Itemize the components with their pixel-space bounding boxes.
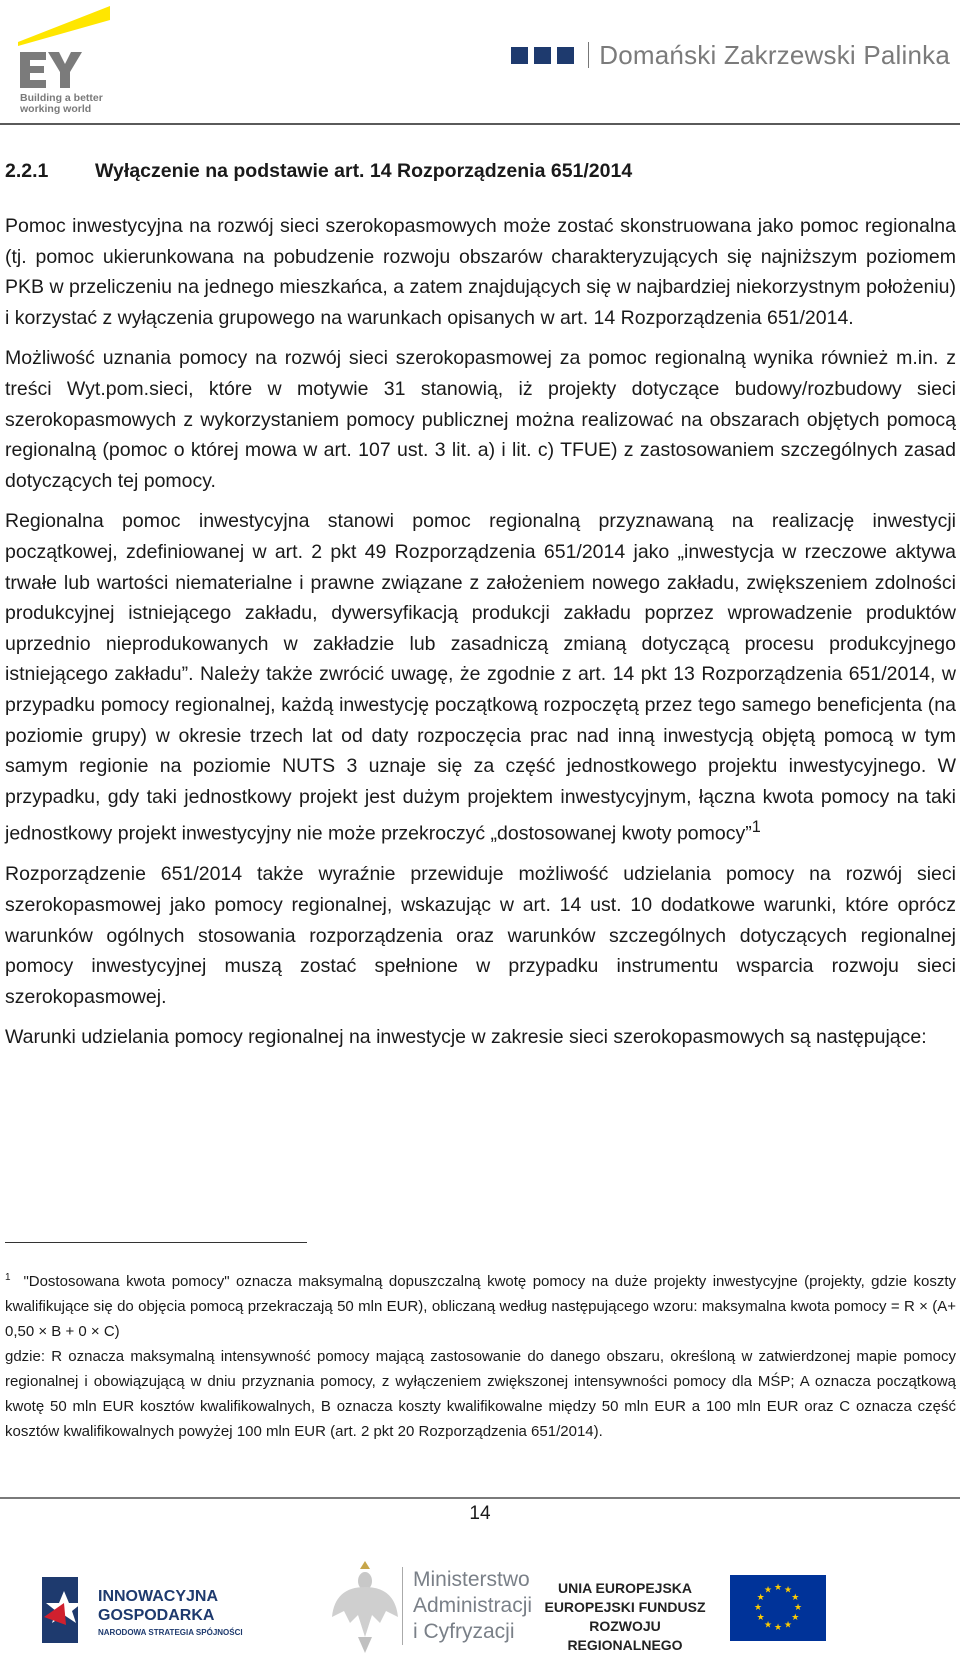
footnote-marker: 1 bbox=[5, 1272, 11, 1283]
page-number: 14 bbox=[469, 1503, 491, 1524]
firm-logo bbox=[511, 40, 950, 70]
svg-text:★: ★ bbox=[773, 1583, 783, 1593]
footnote: $^1$ "Dostosowana kwota pomocy" oznacza maksymalną dopuszczalną kwotę pomocy na duże projekty inwestycyjne (projekty, gdzie koszty kwalifikujące się do objęcia pomocą przekraczają 50 mln EUR), obliczaną według następującego wzoru: maksymalna kwota pomocy = R × (A+ 0,50 × B + 0 × C) gdzie: R oznacza maksymalną intensywność pomocy mającą zastosowanie do danego obszaru, określoną w zatwierdzonej mapie pomocy regionalnej i obowiązującą w dniu przyznania pomocy, z wyłączeniem zwiększonej intensywności pomocy dla MŚP; A oznacza początkową kwotę 50 mln EUR kosztów kwalifikowalnych, B oznacza koszty kwalifikowalne między 50 mln EUR a 100 mln EUR oraz C oznacza część kosztów kwalifikowalnych powyżej 100 mln EUR (art. 2 pkt 20 Rozporządzenia 651/2014). bbox=[5, 1272, 956, 1440]
document-body bbox=[5, 160, 956, 1063]
svg-text:★: ★ bbox=[773, 1623, 783, 1633]
eu-logo: UNIA EUROPEJSKA EUROPEJSKI FUNDUSZ ROZWOJU REGIONALNEGO ★ ★ ★ ★ ★ ★ ★ ★ ★ ★ ★ ★ bbox=[530, 1575, 830, 1645]
innowacyjna-gospodarka-logo: INNOWACYJNA GOSPODARKA NARODOWA STRATEGIA SPÓJNOŚCI bbox=[42, 1577, 262, 1647]
firm-name: Domański Zakrzewski Palinka bbox=[599, 39, 950, 70]
header-divider bbox=[0, 123, 960, 125]
svg-text:★: ★ bbox=[783, 1620, 793, 1631]
ig-star-icon bbox=[42, 1577, 90, 1643]
polish-eagle-icon bbox=[330, 1557, 400, 1657]
paragraph: Regionalna pomoc inwestycyjna stanowi pomoc regionalną przyznawaną na realizację inwestycji początkowej, zdefiniowanej w art. 2 pkt 49 Rozporządzenia 651/2014 jako „inwestycja w rzeczowe aktywa trwałe lub wartości niematerialne i prawne związane z założeniem nowego zakładu, zwiększeniem zdolności produkcyjnej istniejącego zakładu, dywersyfikacją produkcji zakładu poprzez wprowadzenie produktów uprzednio nieprodukowanych w zakładzie lub zasadniczą zmianą dotyczącą procesu produkcyjnego istniejącego zakładu”. Należy także zwrócić uwagę, że zgodnie z art. 14 pkt 13 Rozporządzenia 651/2014, w przypadku pomocy regionalnej, każdą inwestycję początkową rozpoczętą przez tego samego beneficjenta (na poziomie grupy) w okresie trzech lat od daty rozpoczęcia prac nad inną inwestycją objętą pomocą w tym samym regionie na poziomie NUTS 3 uznaje się za część jednostkowego projektu inwestycyjnego. W przypadku, gdy taki jednostkowy projekt jest dużym projektem inwestycyjnym, łączna kwota pomocy na taki jednostkowy projekt inwestycyjny nie może przekroczyć „dostosowanej kwoty pomocy”$^1$ bbox=[5, 510, 956, 845]
footnote-separator bbox=[5, 1242, 307, 1243]
eu-flag-icon bbox=[730, 1575, 826, 1641]
paragraph: Warunki udzielania pomocy regionalnej na inwestycje w zakresie sieci szerokopasmowych są następujące: bbox=[5, 1026, 927, 1049]
svg-text:★: ★ bbox=[756, 1593, 765, 1603]
ey-tagline: Building a better working world bbox=[20, 92, 103, 115]
ministry-logo: Ministerstwo Administracji i Cyfryzacji bbox=[402, 1567, 532, 1645]
page-header bbox=[0, 0, 960, 124]
svg-text:★: ★ bbox=[783, 1585, 793, 1596]
paragraph: Pomoc inwestycyjna na rozwój sieci szerokopasmowych może zostać skonstruowana jako pomoc regionalna (tj. pomoc ukierunkowana na pobudzenie rozwoju obszarów charakteryzujących się najniższym poziomem PKB w przeliczeniu na jednego mieszkańca, a zatem znajdujących się w najbardziej niekorzystnym położeniu) i korzystać z wyłączenia grupowego na warunkach opisanych w art. 14 Rozporządzenia 651/2014. bbox=[5, 215, 956, 329]
svg-text:★: ★ bbox=[763, 1620, 773, 1631]
svg-text:★: ★ bbox=[793, 1603, 803, 1613]
section-number: 2.2.1 bbox=[5, 160, 49, 182]
svg-text:★: ★ bbox=[791, 1593, 800, 1603]
section-title: Wyłączenie na podstawie art. 14 Rozporządzenia 651/2014 bbox=[95, 160, 633, 182]
section-heading bbox=[5, 160, 956, 183]
paragraph: Rozporządzenie 651/2014 także wyraźnie przewiduje możliwość udzielania pomocy na rozwój sieci szerokopasmowej jako pomocy regionalnej, wskazując w art. 14 ust. 10 dodatkowe warunki, które oprócz warunków ogólnych stosowania rozporządzenia oraz warunków szczególnych dotyczących regionalnej pomocy inwestycyjnej muszą zostać spełnione w przypadku instrumentu wsparcia rozwoju sieci szerokopasmowej. bbox=[5, 863, 956, 1008]
svg-text:★: ★ bbox=[756, 1613, 765, 1623]
footer-divider bbox=[0, 1497, 960, 1499]
svg-text:★: ★ bbox=[753, 1603, 763, 1613]
svg-text:★: ★ bbox=[791, 1613, 800, 1623]
svg-text:★: ★ bbox=[763, 1585, 773, 1596]
footnote-reference[interactable]: 1 bbox=[751, 818, 761, 837]
footer-logos bbox=[0, 1555, 960, 1665]
paragraph: Możliwość uznania pomocy na rozwój sieci szerokopasmowej za pomoc regionalną wynika również m.in. z treści Wyt.pom.sieci, które w motywie 31 stanowią, iż projekty dotyczące budowy/rozbudowy sieci szerokopasmowych z wykorzystaniem pomocy publicznej można realizować na obszarach objętych pomocą regionalną (pomoc o której mowa w art. 107 ust. 3 lit. a) i lit. c) TFUE) z zastosowaniem szczególnych zasad dotyczących tej pomocy. bbox=[5, 347, 956, 492]
